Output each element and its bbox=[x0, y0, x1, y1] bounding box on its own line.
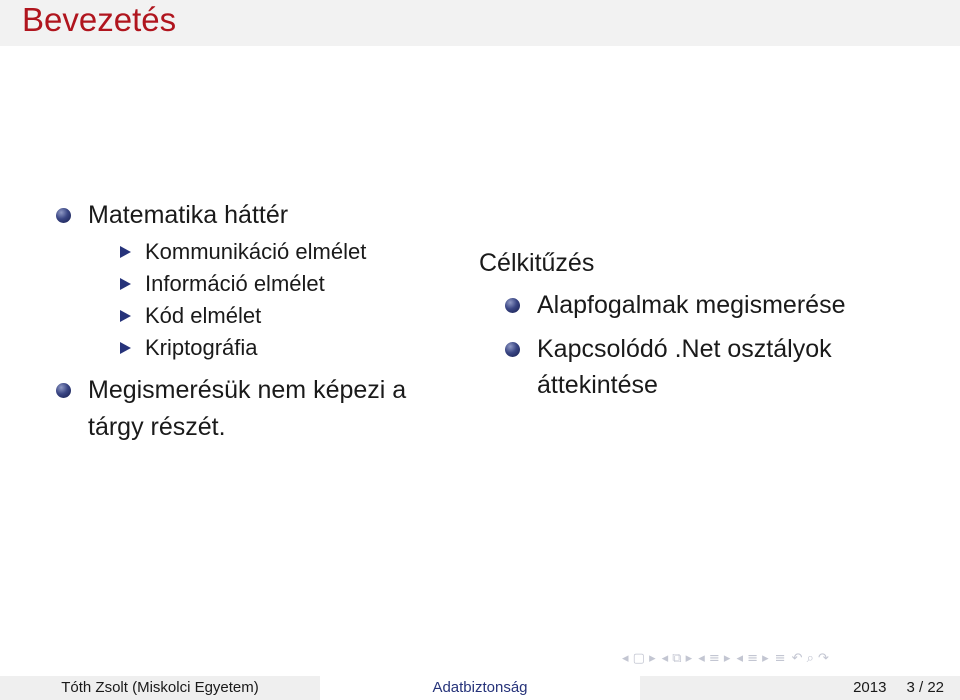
nav-section-icon[interactable]: ◂ ≡ ▸ bbox=[736, 650, 769, 666]
footer-author: Tóth Zsolt (Miskolci Egyetem) bbox=[0, 676, 320, 700]
nav-doc-icon[interactable]: ≡ bbox=[774, 650, 786, 666]
bullet-triangle-icon bbox=[120, 246, 131, 258]
right-heading: Célkitűzés bbox=[479, 249, 595, 277]
nav-subsection-icon[interactable]: ◂ ≡ ▸ bbox=[698, 650, 731, 666]
left-subitem-2: Információ elmélet bbox=[145, 271, 325, 296]
left-item-2-line1: Megismerésük nem képezi a bbox=[88, 376, 407, 404]
left-item-1: Matematika háttér bbox=[88, 201, 289, 229]
bullet-ball-icon bbox=[56, 383, 71, 398]
footer-year: 2013 bbox=[853, 679, 887, 696]
left-subitem-4: Kriptográfia bbox=[145, 335, 258, 360]
bullet-triangle-icon bbox=[120, 310, 131, 322]
bullet-ball-icon bbox=[56, 208, 71, 223]
right-item-2-line2: áttekintése bbox=[537, 371, 658, 399]
left-subitem-3: Kód elmélet bbox=[145, 303, 262, 328]
frame-title-bar bbox=[0, 0, 960, 46]
bullet-ball-icon bbox=[505, 298, 520, 313]
slide-title: Bevezetés bbox=[22, 1, 177, 38]
footer-course-box bbox=[320, 676, 640, 700]
bullet-triangle-icon bbox=[120, 342, 131, 354]
left-subitem-1: Kommunikáció elmélet bbox=[145, 239, 367, 264]
right-item-1: Alapfogalmak megismerése bbox=[537, 291, 846, 319]
nav-frame-icon[interactable]: ◂ ⧉ ▸ bbox=[661, 650, 693, 666]
footer-page: 3 / 22 bbox=[906, 679, 944, 696]
navigation-bar bbox=[622, 648, 835, 668]
nav-first-icon[interactable]: ◂ ▢ ▸ bbox=[622, 650, 656, 666]
right-item-2-line1: Kapcsolódó .Net osztályok bbox=[537, 335, 832, 363]
nav-search-icon[interactable]: ↶ ⌕ ↷ bbox=[791, 650, 829, 666]
bullet-triangle-icon bbox=[120, 278, 131, 290]
footer-right-box bbox=[640, 676, 960, 700]
bullet-ball-icon bbox=[505, 342, 520, 357]
footer bbox=[0, 676, 960, 700]
footer-course: Adatbiztonság bbox=[432, 679, 528, 696]
left-item-2-line2: tárgy részét. bbox=[88, 413, 226, 441]
